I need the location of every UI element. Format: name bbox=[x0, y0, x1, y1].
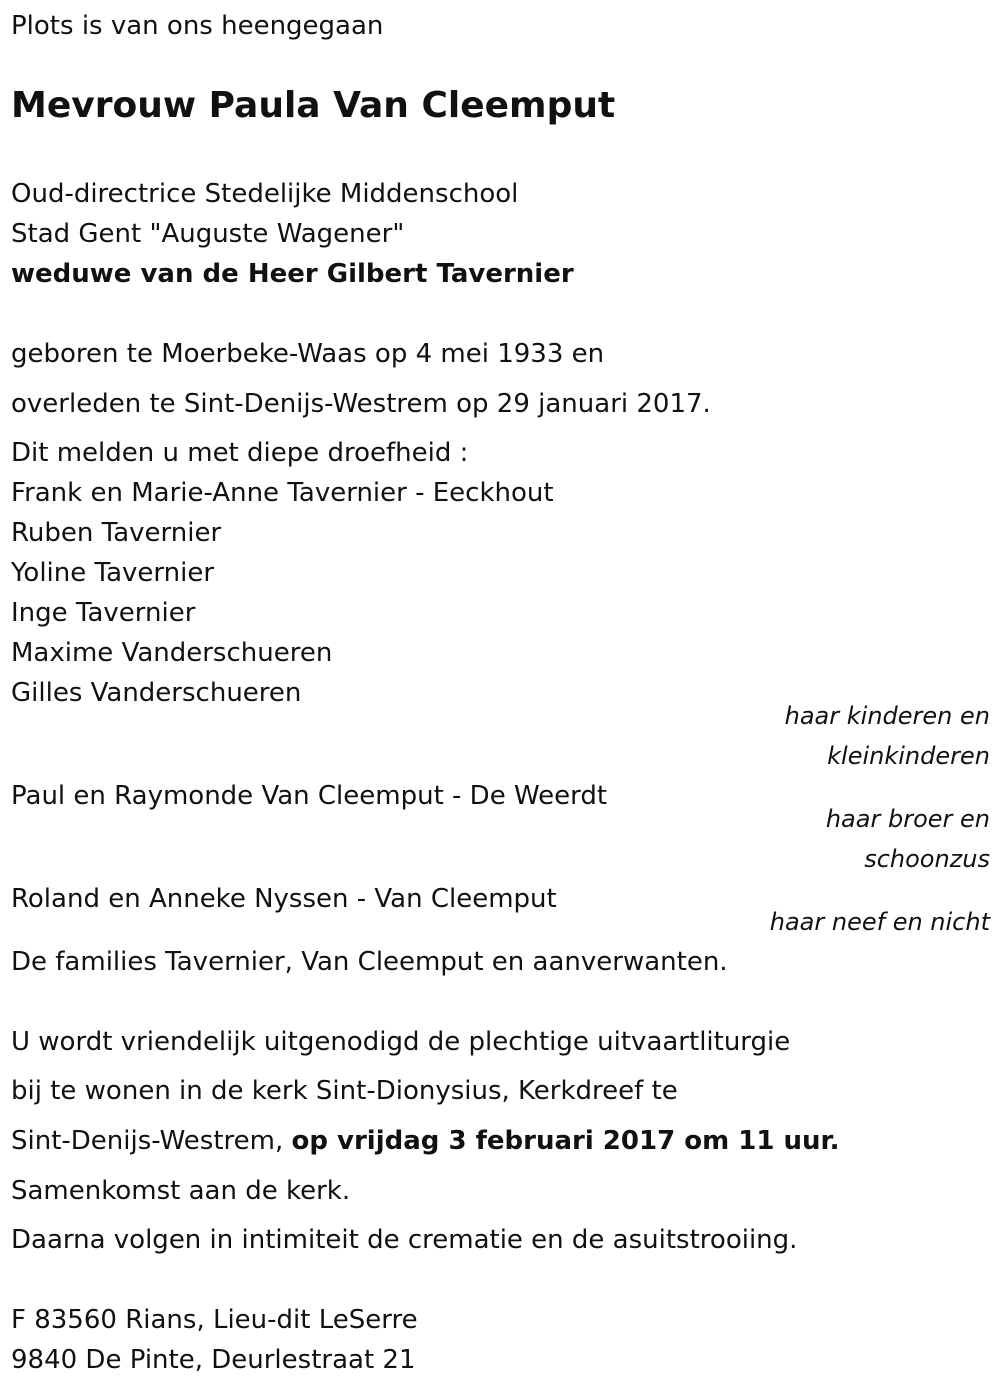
list-item: Frank en Marie-Anne Tavernier - Eeckhout bbox=[11, 478, 554, 508]
list-item: Inge Tavernier bbox=[11, 598, 196, 628]
occupation-line-1: Oud-directrice Stedelijke Middenschool bbox=[11, 179, 519, 209]
death-line: overleden te Sint-Denijs-Westrem op 29 januari 2017. bbox=[11, 389, 711, 419]
ceremony-line-3 bbox=[11, 1128, 839, 1154]
children-relation-line-2: kleinkinderen bbox=[827, 742, 990, 770]
ceremony-line-1: U wordt vriendelijk uitgenodigd de plechtige uitvaartliturgie bbox=[11, 1027, 791, 1057]
deceased-name: Mevrouw Paula Van Cleemput bbox=[11, 85, 616, 126]
intro-text: Plots is van ons heengegaan bbox=[11, 11, 384, 41]
spouse-line: weduwe van de Heer Gilbert Tavernier bbox=[11, 259, 574, 289]
brother-line: Paul en Raymonde Van Cleemput - De Weerdt bbox=[11, 781, 608, 811]
ceremony-place: Sint-Denijs-Westrem, bbox=[11, 1126, 292, 1156]
address-line-2: 9840 De Pinte, Deurlestraat 21 bbox=[11, 1345, 416, 1375]
list-item: Yoline Tavernier bbox=[11, 558, 215, 588]
brother-relation-line-2: schoonzus bbox=[864, 845, 990, 873]
ceremony-line-2: bij te wonen in de kerk Sint-Dionysius, Kerkdreef te bbox=[11, 1076, 678, 1106]
list-item: Gilles Vanderschueren bbox=[11, 678, 302, 708]
cremation-line: Daarna volgen in intimiteit de crematie en de asuitstrooiing. bbox=[11, 1225, 798, 1255]
list-item: Maxime Vanderschueren bbox=[11, 638, 333, 668]
nephew-line: Roland en Anneke Nyssen - Van Cleemput bbox=[11, 884, 557, 914]
ceremony-datetime: op vrijdag 3 februari 2017 om 11 uur. bbox=[291, 1126, 840, 1156]
birth-line: geboren te Moerbeke-Waas op 4 mei 1933 en bbox=[11, 339, 605, 369]
list-item: Ruben Tavernier bbox=[11, 518, 222, 548]
families-line: De families Tavernier, Van Cleemput en aanverwanten. bbox=[11, 947, 728, 977]
children-relation-line-1: haar kinderen en bbox=[784, 702, 990, 730]
address-line-1: F 83560 Rians, Lieu-dit LeSerre bbox=[11, 1305, 418, 1335]
gathering-line: Samenkomst aan de kerk. bbox=[11, 1176, 351, 1206]
nephew-relation: haar neef en nicht bbox=[769, 908, 990, 936]
occupation-line-2: Stad Gent "Auguste Wagener" bbox=[11, 219, 405, 249]
brother-relation-line-1: haar broer en bbox=[825, 805, 990, 833]
announcement-line: Dit melden u met diepe droefheid : bbox=[11, 438, 469, 468]
